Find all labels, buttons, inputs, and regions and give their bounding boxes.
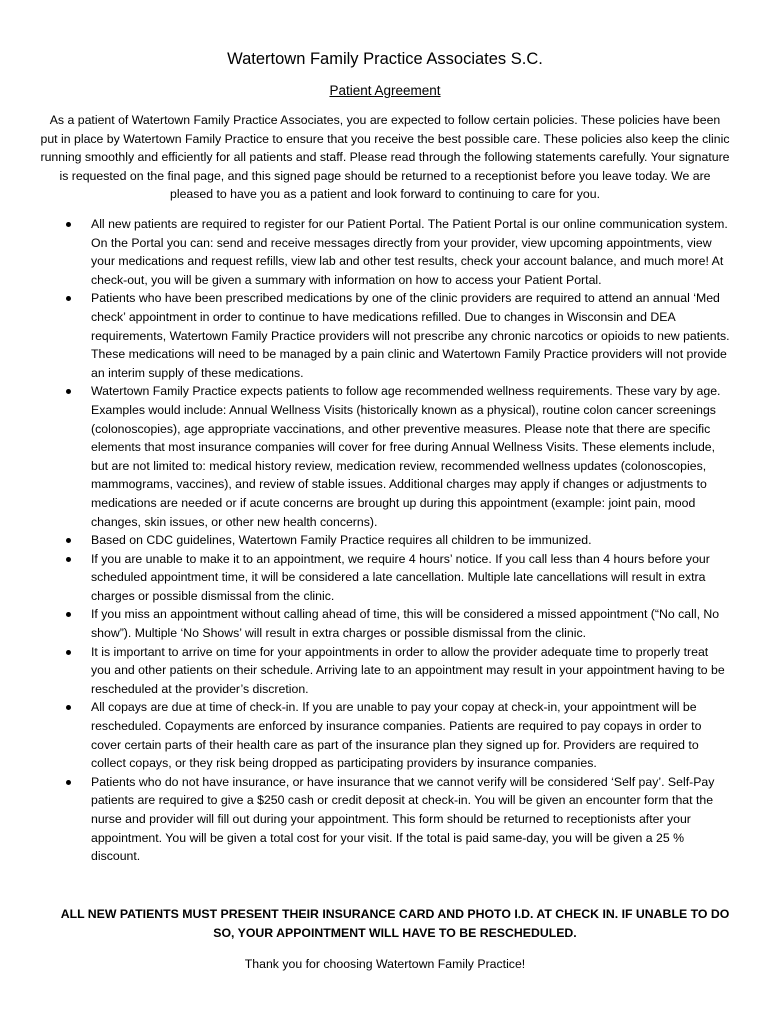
policy-item [62,773,730,866]
bullet-icon [66,780,71,785]
bullet-icon [66,222,71,227]
policy-text: If you are unable to make it to an appointment, we require 4 hours’ notice. If you call less than 4 hours before your scheduled appointment time, it will be considered a late cancellation. Multiple late cancellations will result in extra charges or possible dismissal from the clinic. [91,551,710,603]
policy-item [62,643,730,699]
policy-item [62,698,730,772]
bullet-icon [66,612,71,617]
document-subtitle: Patient Agreement [329,83,441,98]
policy-text: All copays are due at time of check-in. If you are unable to pay your copay at check-in, your appointment will be rescheduled. Copayments are enforced by insurance companies. Patients are required to pay copays in order to cover certain parts of their health care as part of the insurance plan they signed up for. Providers are required to collect copays, or they risk being dropped as participating providers by insurance companies. [91,700,702,771]
bullet-icon [66,538,71,543]
policy-text: Patients who do not have insurance, or have insurance that we cannot verify will be considered ‘Self pay’. Self-Pay patients are required to give a $250 cash or credit deposit at check-in. You will be given an encounter form that the nurse and provider will fill out during your appointment. This form should be returned to receptionists after your appointment. You will be given a total cost for your visit. If the total is paid same-day, you will be given a 25 % discount. [91,774,715,864]
policy-item [62,531,730,550]
bullet-icon [66,650,71,655]
policy-item [62,550,730,606]
policy-text: It is important to arrive on time for your appointments in order to allow the provider adequate time to properly treat you and other patients on their schedule. Arriving late to an appointment may result in your appointment having to be rescheduled at the provider’s discretion. [91,644,725,696]
bullet-icon [66,557,71,562]
policy-item [62,382,730,531]
policy-text: Based on CDC guidelines, Watertown Family Practice requires all children to be immunized. [91,533,592,548]
intro-paragraph: As a patient of Watertown Family Practice Associates, you are expected to follow certain policies. These policies have been put in place by Watertown Family Practice to ensure that you receive the best possible care. These policies also keep the clinic running smoothly and efficiently for all patients and staff. Please read through the following statements carefully. Your signature is requested on the final page, and this signed page should be returned to a receptionist before you leave today. We are pleased to have you as a patient and look forward to continuing to care for you. [40,113,730,202]
policy-text: If you miss an appointment without calling ahead of time, this will be considered a missed appointment (“No call, No show”). Multiple ‘No Shows’ will result in extra charges or possible dismissal from the clinic. [91,607,720,641]
policy-text: All new patients are required to register for our Patient Portal. The Patient Portal is our online communication system. On the Portal you can: send and receive messages directly from your provider, view upcoming appointments, view your medications and request refills, view lab and other test results, check your account balance, and much more! At check-out, you will be given a summary with information on how to access your Patient Portal. [91,217,728,287]
bullet-icon [66,705,71,710]
policy-text: Watertown Family Practice expects patients to follow age recommended wellness requirements. These vary by age. Examples would include: Annual Wellness Visits (historically known as a physical), routine colon cancer screenings (colonoscopies), age appropriate vaccinations, and other preventive measures. Please note that there are specific elements that most insurance companies will cover for free during Annual Wellness Visits. These elements include, but are not limited to: medical history review, medication review, recommended wellness updates (colonoscopies, mammograms, vaccines), and review of stable issues. Additional charges may apply if changes or adjustments to medications are needed or if acute concerns are brought up during this appointment (example: joint pain, mood changes, skin issues, or other new health concerns). [91,384,721,529]
policy-item [62,605,730,642]
document-title: Watertown Family Practice Associates S.C. [227,50,543,68]
policy-item [62,215,730,289]
bullet-icon [66,296,71,301]
bullet-icon [66,389,71,394]
policy-list [62,215,730,866]
policy-item [62,289,730,382]
policy-text: Patients who have been prescribed medications by one of the clinic providers are required to attend an annual ‘Med check’ appointment in order to continue to have medications refilled. Due to changes in Wisconsin and DEA requirements, Watertown Family Practice providers will not prescribe any chronic narcotics or opioids to new patients. These medications will need to be managed by a pain clinic and Watertown Family Practice providers will not provide an interim supply of these medications. [91,291,730,380]
closing-thanks: Thank you for choosing Watertown Family Practice! [244,957,526,971]
insurance-notice: ALL NEW PATIENTS MUST PRESENT THEIR INSURANCE CARD AND PHOTO I.D. AT CHECK IN. IF UNABLE TO DO SO, YOUR APPOINTMENT WILL HAVE TO BE RESCHEDULED. [60,907,730,940]
